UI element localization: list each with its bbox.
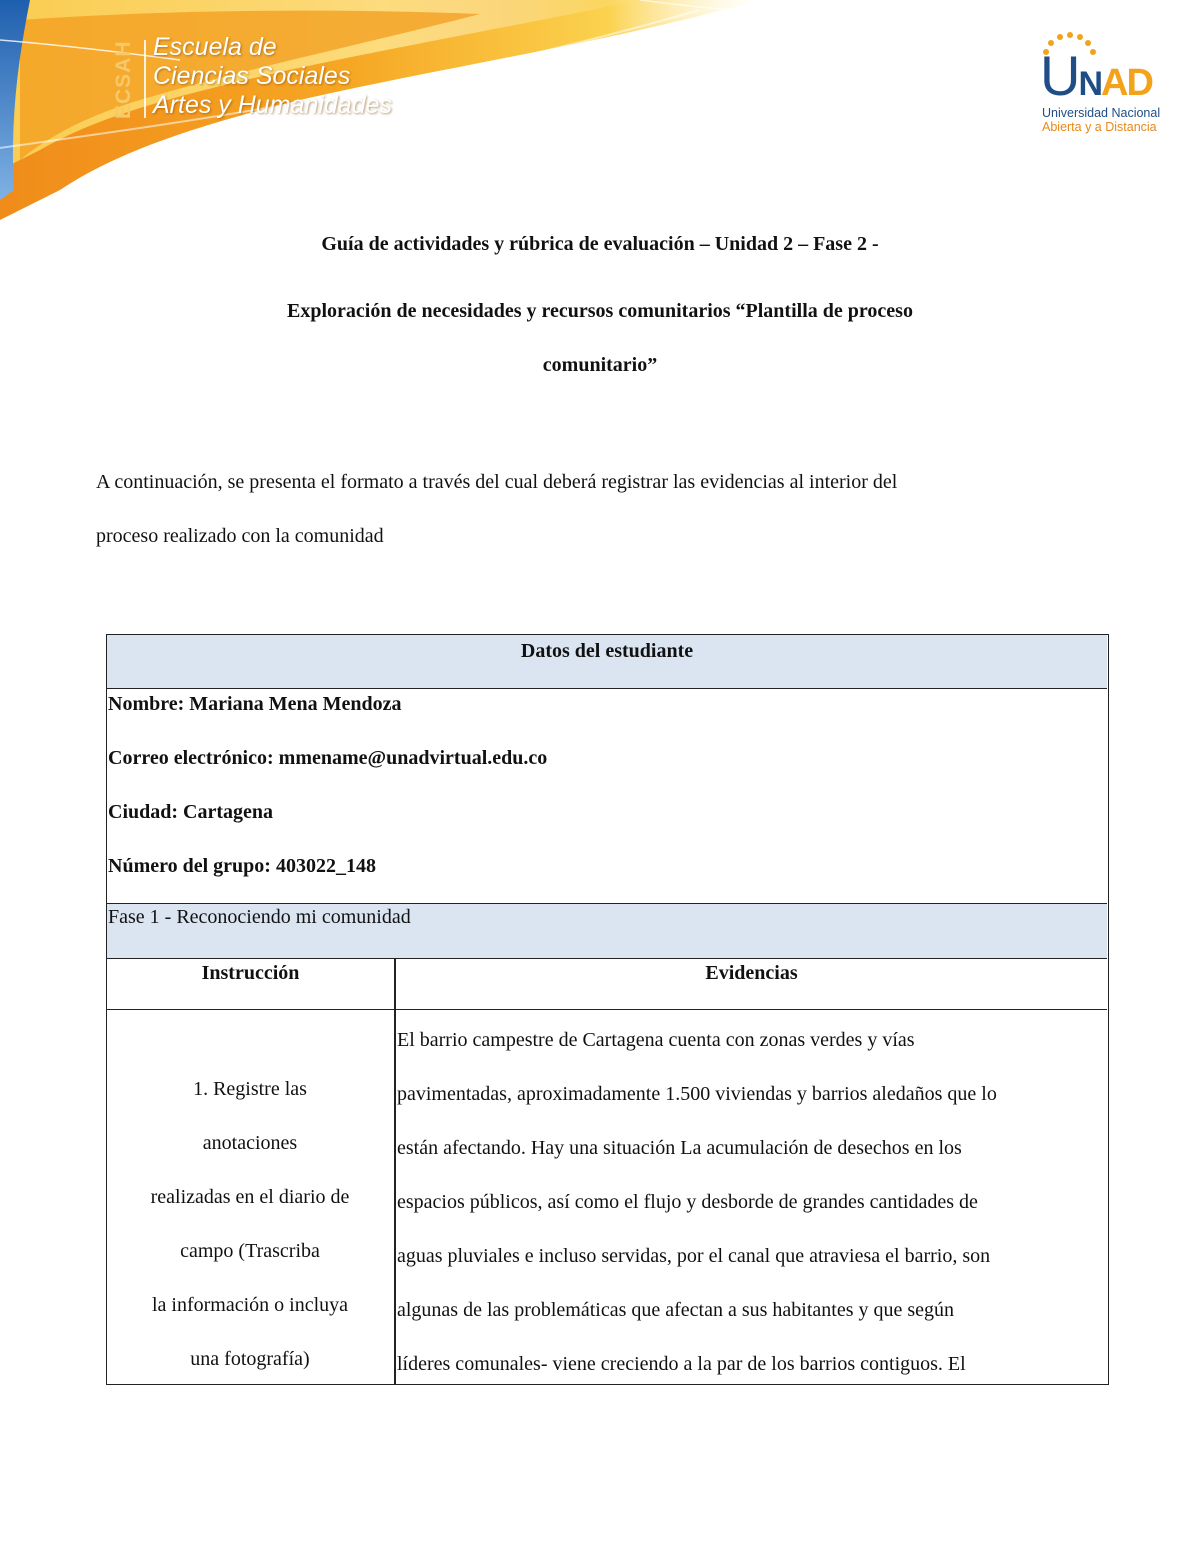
intro-line-2: proceso realizado con la comunidad [96,525,384,547]
student-name: Nombre: Mariana Mena Mendoza [108,693,402,715]
school-name-line-1: Escuela de [153,33,277,61]
student-data-table [106,634,1109,1385]
column-header-row [107,959,1107,1010]
table-row [107,1010,1107,1384]
phase-row [107,904,1107,959]
school-acronym: ECSAH [112,40,135,120]
school-name-line-2: Ciencias Sociales [153,62,351,90]
evidence-line: El barrio campestre de Cartagena cuenta con zonas verdes y vías [397,1029,915,1051]
student-email: Correo electrónico: mmename@unadvirtual.edu.co [108,747,548,769]
school-name-line-3: Artes y Humanidades [153,91,393,119]
table-header-row [107,635,1107,689]
instruction-line: realizadas en el diario de [150,1186,350,1208]
student-group: Número del grupo: 403022_148 [108,855,376,877]
evidence-line: algunas de las problemáticas que afectan a sus habitantes y que según [397,1299,955,1321]
header-banner [0,0,1200,230]
instruction-cell [125,1062,375,1386]
evidence-line: están afectando. Hay una situación La acumulación de desechos en los [397,1137,962,1159]
instruction-line: 1. Registre las [193,1078,307,1100]
evidence-line: líderes comunales- viene creciendo a la par de los barrios contiguos. El [397,1353,966,1375]
evidence-line: pavimentadas, aproximadamente 1.500 viviendas y barrios aledaños que lo [397,1083,997,1105]
document-title-line-2: Exploración de necesidades y recursos comunitarios “Plantilla de proceso [287,300,913,322]
student-city: Ciudad: Cartagena [108,801,274,823]
school-name [153,33,392,120]
school-divider [144,40,146,118]
table-header-title: Datos del estudiante [520,640,694,662]
instruction-line: campo (Trascriba [180,1240,320,1262]
student-info-cell [107,689,1107,904]
document-title-line-1: Guía de actividades y rúbrica de evaluación – Unidad 2 – Fase 2 - [321,233,879,255]
unad-logo [1040,30,1170,140]
instruction-line: una fotografía) [190,1348,310,1370]
unad-line-1: Universidad Nacional [1042,106,1161,120]
evidence-line: aguas pluviales e incluso servidas, por el canal que atraviesa el barrio, son [397,1245,991,1267]
evidence-line: espacios públicos, así como el flujo y desborde de grandes cantidades de [397,1191,978,1213]
unad-line-2: Abierta y a Distancia [1042,120,1157,134]
instruction-line: la información o incluya [151,1294,349,1316]
column-header-instruction: Instrucción [201,962,300,984]
column-header-evidence: Evidencias [705,962,798,984]
instruction-line: anotaciones [202,1132,298,1154]
phase-label: Fase 1 - Reconociendo mi comunidad [108,906,411,928]
document-title-line-3: comunitario” [542,354,658,376]
unad-wordmark: UNAD [1040,44,1152,107]
evidence-cell [397,1013,1107,1391]
intro-line-1: A continuación, se presenta el formato a través del cual deberá registrar las evidencias al interior del [96,471,898,493]
